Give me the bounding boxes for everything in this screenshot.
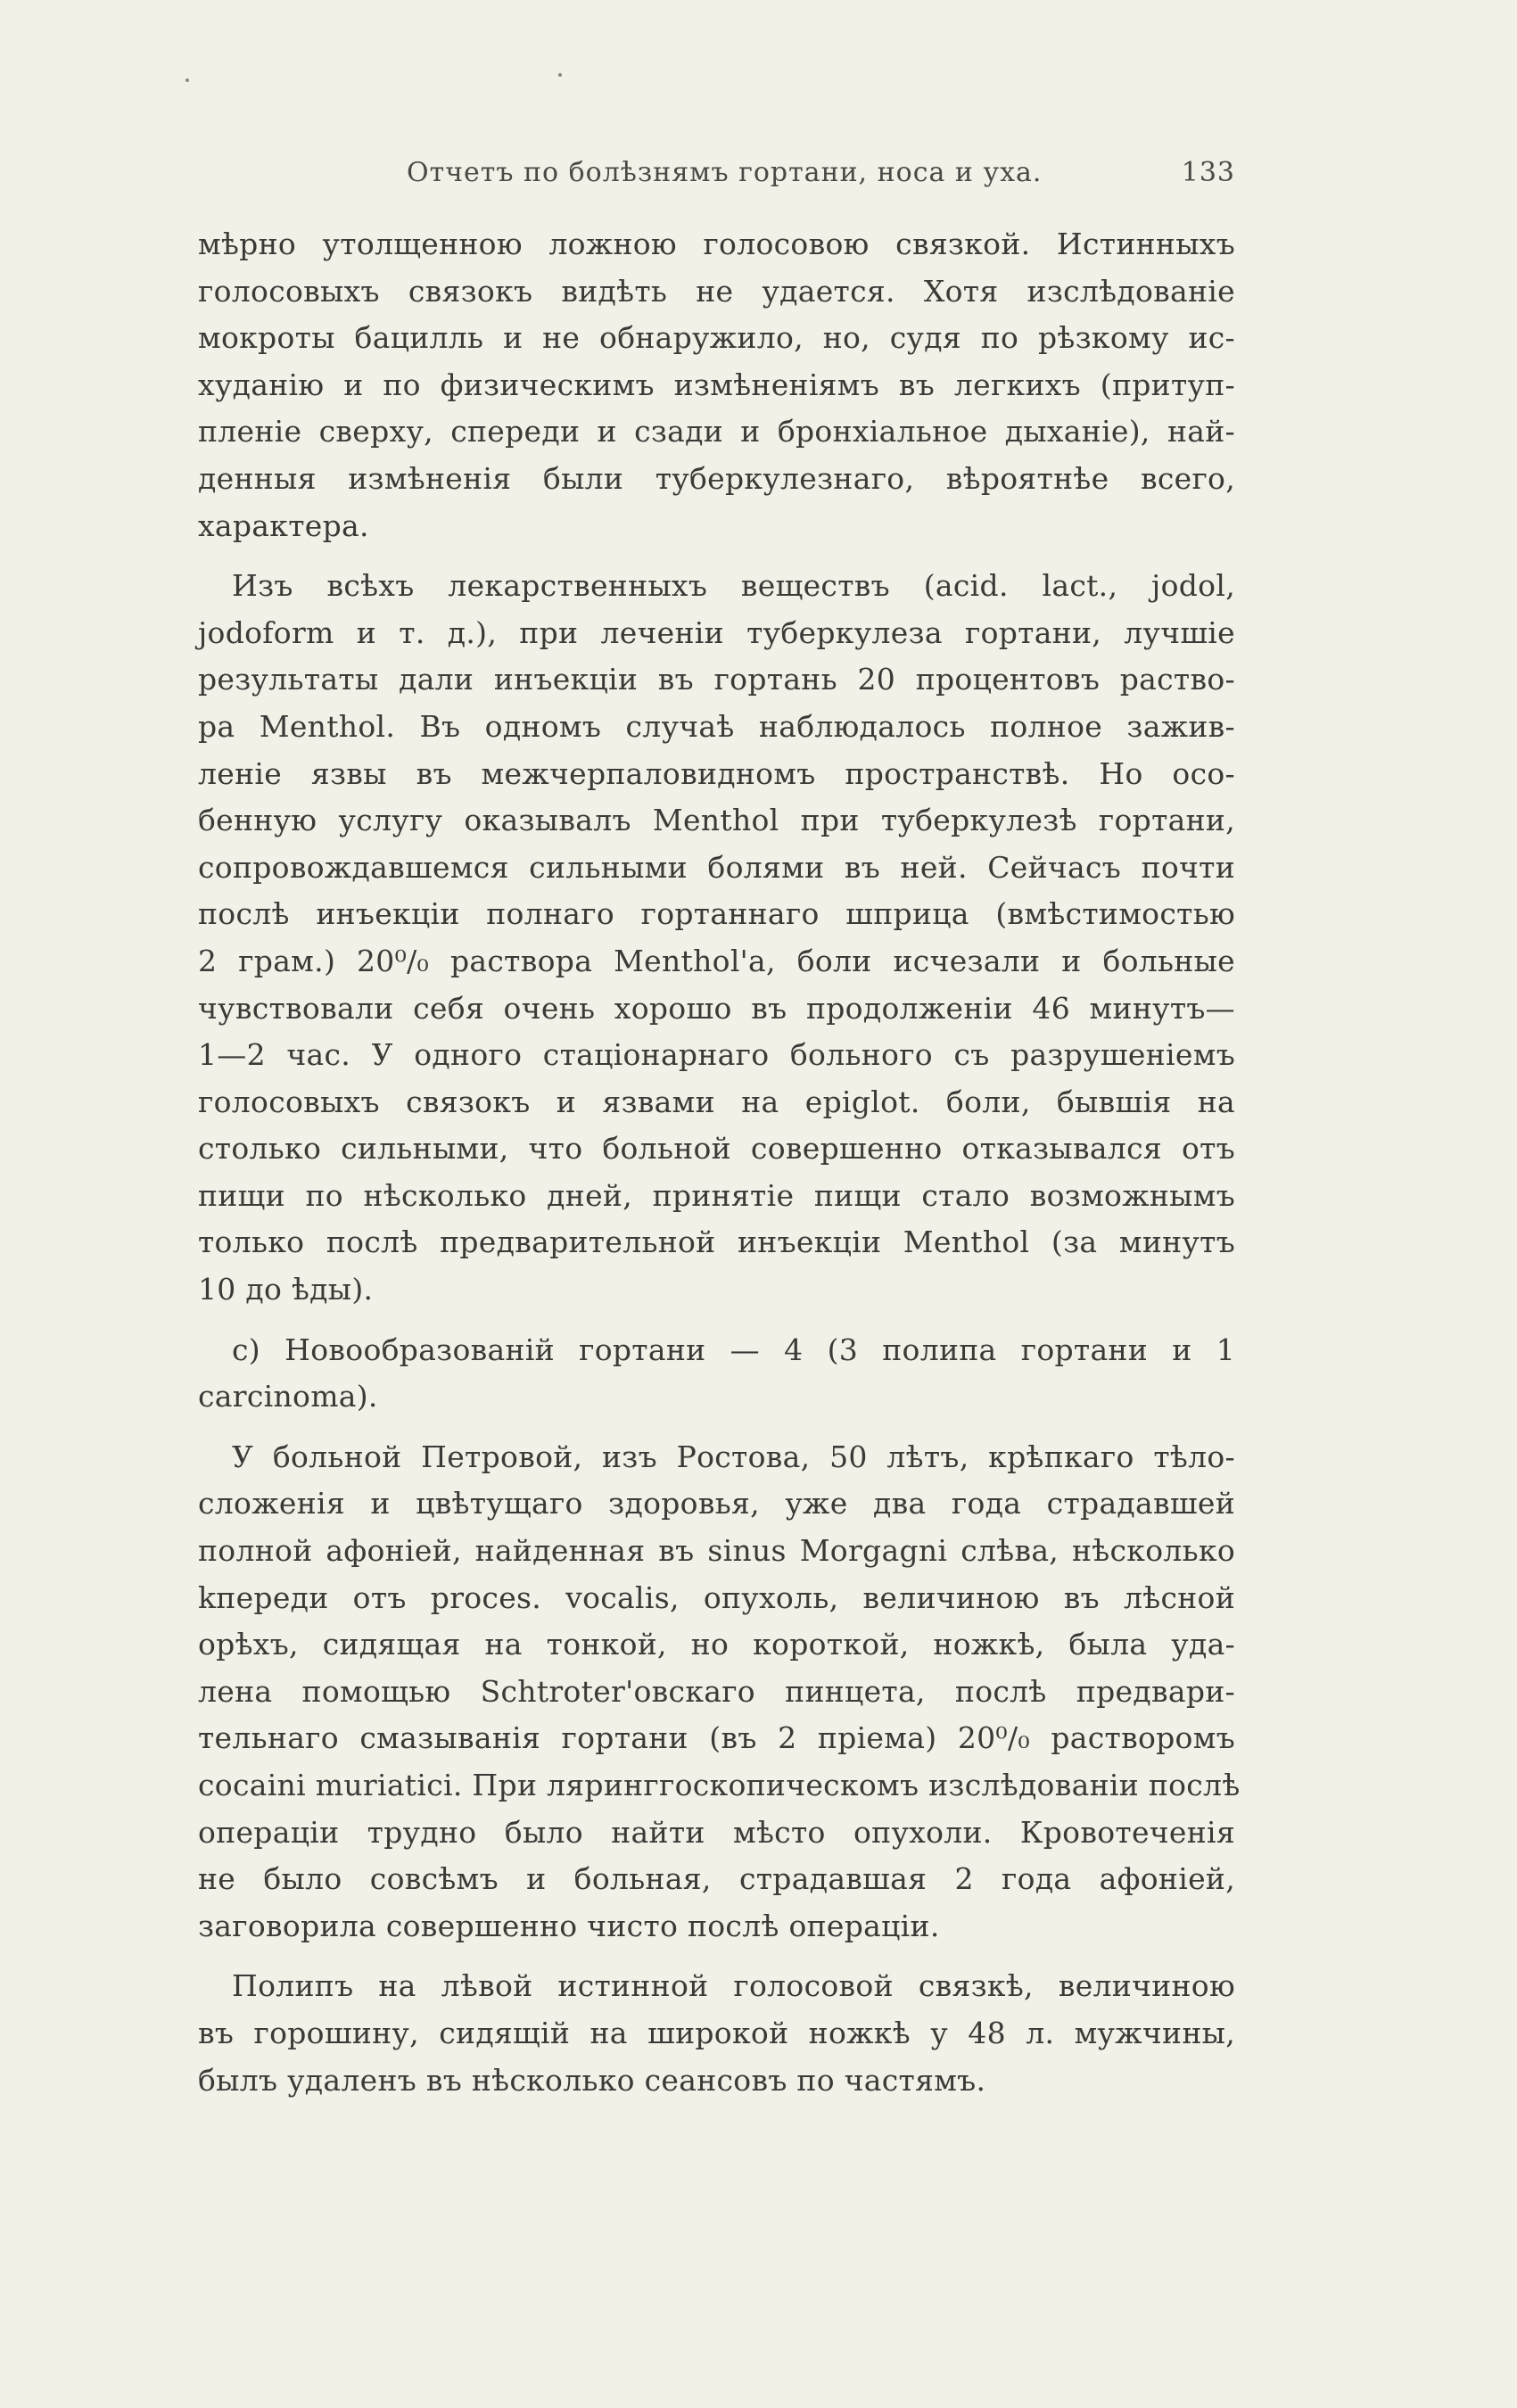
text-line: 10 до ѣды).	[198, 1272, 374, 1307]
text-line: чувствовали себя очень хорошо въ продолженіи 46 минутъ—	[198, 990, 1235, 1026]
text-line: худанію и по физическимъ измѣненіямъ въ легкихъ (притуп-	[198, 367, 1235, 402]
text-line: У больной Петровой, изъ Ростова, 50 лѣтъ, крѣпкаго тѣло-	[232, 1439, 1235, 1474]
paragraph-subheading-neoplasms	[198, 1327, 1235, 1421]
text-line: денныя измѣненія были туберкулезнаго, вѣроятнѣе всего,	[198, 460, 1235, 496]
paragraph-polyp	[198, 1963, 1235, 2104]
page-header	[198, 157, 1235, 193]
text-line: carcinoma).	[198, 1379, 378, 1414]
text-line: сложенія и цвѣтущаго здоровья, уже два года страдавшей	[198, 1486, 1235, 1521]
text-line: лена помощью Schtroter'овскаго пинцета, послѣ предвари-	[198, 1673, 1235, 1709]
paper-speck	[186, 78, 189, 82]
paper-speck	[558, 73, 562, 77]
text-line: мѣрно утолщенною ложною голосовою связкой. Истинныхъ	[198, 227, 1235, 261]
text-line: сопровождавшемся сильными болями въ ней. Сейчасъ почти	[198, 849, 1235, 885]
text-line: пленіе сверху, спереди и сзади и бронхіальное дыханіе), най-	[198, 414, 1235, 449]
text-line: мокроты бацилль и не обнаружило, но, судя по рѣзкому ис-	[198, 320, 1235, 356]
paragraph-case-petrova	[198, 1434, 1241, 1950]
text-line: 1—2 час. У одного стаціонарнаго больного съ разрушеніемъ	[198, 1037, 1235, 1073]
text-line: въ горошину, сидящій на широкой ножкѣ у 48 л. мужчины,	[198, 2015, 1235, 2050]
text-line: cocaini muriatici. При ляринггоскопическомъ изслѣдованіи послѣ	[198, 1768, 1241, 1802]
text-line: 2 грам.) 20⁰/₀ раствора Menthol'а, боли исчезали и больные	[198, 943, 1235, 978]
page-number: 133	[1181, 157, 1235, 188]
text-line: бенную услугу оказывалъ Menthol при туберкулезѣ гортани,	[198, 803, 1235, 838]
text-line: голосовыхъ связокъ и язвами на epiglot. боли, бывшія на	[198, 1084, 1235, 1119]
text-line: голосовыхъ связокъ видѣть не удается. Хотя изслѣдованіе	[198, 273, 1235, 309]
text-line: леніе язвы въ межчерпаловидномъ пространствѣ. Но осо-	[198, 755, 1235, 791]
text-line: полной афоніей, найденная въ sinus Morgagni слѣва, нѣсколько	[198, 1533, 1235, 1569]
text-line: пищи по нѣсколько дней, принятіе пищи стало возможнымъ	[198, 1177, 1235, 1213]
text-line: столько сильными, что больной совершенно отказывался отъ	[198, 1131, 1235, 1167]
text-line: результаты дали инъекціи въ гортань 20 процентовъ раство-	[198, 662, 1235, 697]
paragraph-continuation	[198, 221, 1235, 549]
text-line: послѣ инъекціи полнаго гортаннаго шприца (вмѣстимостью	[198, 896, 1235, 932]
text-line: ра Menthol. Въ одномъ случаѣ наблюдалось полное зажив-	[198, 708, 1235, 744]
text-line: Полипъ на лѣвой истинной голосовой связкѣ, величиною	[232, 1968, 1235, 2004]
body-text	[198, 221, 1241, 2104]
text-line: kпереди отъ proces. vocalis, опухоль, величиною въ лѣсной	[198, 1579, 1235, 1615]
text-line: jodoform и т. д.), при леченіи туберкулеза гортани, лучшіе	[198, 614, 1235, 650]
text-line: орѣхъ, сидящая на тонкой, но короткой, ножкѣ, была уда-	[198, 1627, 1235, 1662]
text-line: характера.	[198, 507, 369, 543]
text-line: заговорила совершенно чисто послѣ операціи.	[198, 1908, 940, 1943]
text-line: тельнаго смазыванія гортани (въ 2 пріема) 20⁰/₀ растворомъ	[198, 1720, 1235, 1756]
text-line: операціи трудно было найти мѣсто опухоли. Кровотеченія	[198, 1814, 1235, 1850]
text-line: не было совсѣмъ и больная, страдавшая 2 года афоніей,	[198, 1861, 1235, 1897]
paragraph-menthol	[198, 563, 1235, 1314]
text-line: былъ удаленъ въ нѣсколько сеансовъ по частямъ.	[198, 2062, 986, 2098]
text-line: только послѣ предварительной инъекціи Menthol (за минутъ	[198, 1225, 1235, 1260]
text-line: c) Новообразованій гортани — 4 (3 полипа гортани и 1	[232, 1332, 1235, 1367]
text-line: Изъ всѣхъ лекарственныхъ веществъ (acid. lact., jodol,	[232, 568, 1235, 604]
running-title: Отчетъ по болѣзнямъ гортани, носа и уха.	[407, 157, 1043, 188]
